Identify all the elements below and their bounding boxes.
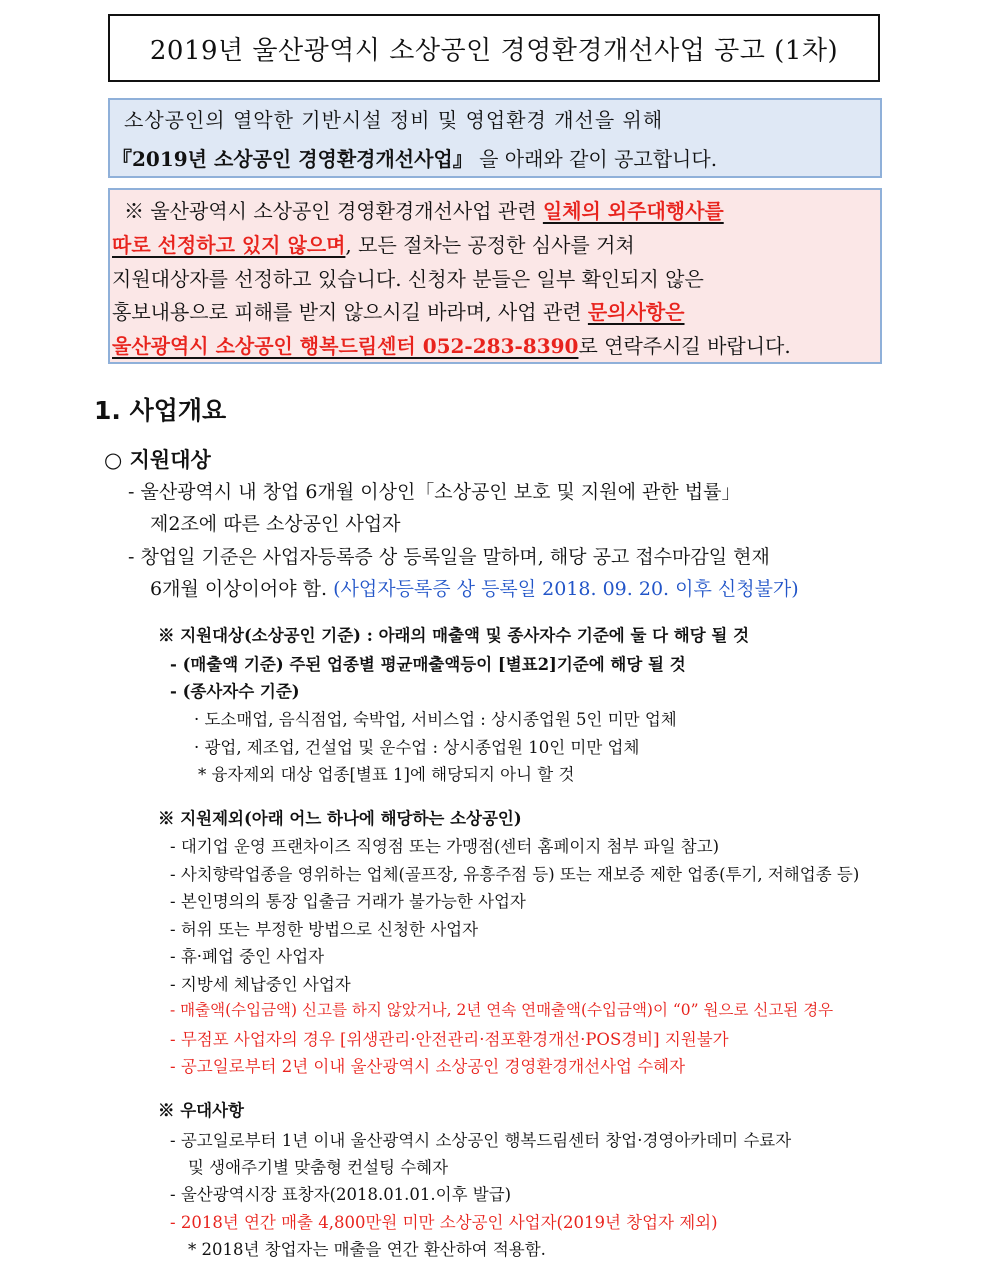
title-text: 2019년 울산광역시 소상공인 경영환경개선사업 공고 (1차): [149, 35, 839, 66]
bullet-text: 6개월 이상이어야 함.: [150, 578, 334, 600]
page-title: [108, 14, 880, 82]
exclusion-item-red: - 공고일로부터 2년 이내 울산광역시 소상공인 경영환경개선사업 수혜자: [170, 1057, 686, 1076]
criteria-sales: - (매출액 기준) 주된 업종별 평균매출액등이 [별표2]기준에 해당 될 것: [170, 655, 686, 674]
criteria-emp-2: · 광업, 제조업, 건설업 및 운수업 : 상시종업원 10인 미만 업체: [194, 738, 640, 757]
preference-item: - 울산광역시장 표창자(2018.01.01.이후 발급): [170, 1185, 512, 1204]
notice-line-1: [124, 195, 724, 224]
exclusion-item-red: - 매출액(수입금액) 신고를 하지 않았거나, 2년 연속 연매출액(수입금액)이 “0” 원으로 신고된 경우: [170, 1001, 834, 1019]
section-heading: 1. 사업개요: [94, 396, 227, 425]
intro-line-1: 소상공인의 열악한 기반시설 정비 및 영업환경 개선을 위해: [124, 108, 664, 132]
criteria-emp-1: · 도소매업, 음식점업, 숙박업, 서비스업 : 상시종업원 5인 미만 업체: [194, 710, 677, 729]
notice-line-2: [112, 229, 635, 258]
bullet-2a: - 창업일 기준은 사업자등록증 상 등록일을 말하며, 해당 공고 접수마감일 현재: [128, 546, 770, 568]
exclusions-heading: ※ 지원제외(아래 어느 하나에 해당하는 소상공인): [158, 809, 522, 828]
criteria-heading: ※ 지원대상(소상공인 기준) : 아래의 매출액 및 종사자수 기준에 둘 다 해당 될 것: [158, 626, 750, 645]
criteria-note: * 융자제외 대상 업종[별표 1]에 해당되지 아니 할 것: [198, 765, 575, 784]
notice-text: , 모든 절차는 공정한 심사를 거쳐: [345, 233, 635, 257]
exclusion-item: - 사치향락업종을 영위하는 업체(골프장, 유흥주점 등) 또는 재보증 제한 업종(투기, 저해업종 등): [170, 865, 860, 884]
exclusion-item: - 지방세 체납중인 사업자: [170, 975, 351, 994]
contact-info: 울산광역시 소상공인 행복드림센터 052-283-8390: [112, 334, 579, 358]
notice-text: ※ 울산광역시 소상공인 경영환경개선사업 관련: [124, 199, 543, 223]
criteria-employees: - (종사자수 기준): [170, 682, 300, 701]
notice-text: 홍보내용으로 피해를 받지 않으시길 바라며, 사업 관련: [112, 300, 588, 324]
notice-line-3: 지원대상자를 선정하고 있습니다. 신청자 분들은 일부 확인되지 않은: [112, 267, 704, 291]
preference-note: * 2018년 창업자는 매출을 연간 환산하여 적용함.: [188, 1240, 546, 1259]
notice-text: 로 연락주시길 바랍니다.: [578, 334, 791, 358]
intro-line-2-rest: 을 아래와 같이 공고합니다.: [472, 147, 718, 171]
bullet-2b: [150, 574, 799, 601]
preference-item-cont: 및 생애주기별 맞춤형 컨설팅 수혜자: [188, 1158, 449, 1177]
preferences-heading: ※ 우대사항: [158, 1101, 245, 1120]
bullet-1a: - 울산광역시 내 창업 6개월 이상인「소상공인 보호 및 지원에 관한 법률」: [128, 481, 741, 503]
exclusion-item: - 허위 또는 부정한 방법으로 신청한 사업자: [170, 920, 479, 939]
preference-item: - 공고일로부터 1년 이내 울산광역시 소상공인 행복드림센터 창업·경영아카데미 수료자: [170, 1131, 792, 1150]
notice-highlight: 일체의 외주대행사를: [542, 199, 724, 223]
exclusion-item: - 본인명의의 통장 입출금 거래가 불가능한 사업자: [170, 892, 526, 911]
program-name: 『2019년 소상공인 경영환경개선사업』: [112, 147, 473, 171]
preference-item-red: - 2018년 연간 매출 4,800만원 미만 소상공인 사업자(2019년 창업자 제외): [170, 1213, 718, 1232]
notice-line-4: [112, 296, 685, 325]
registration-cutoff: (사업자등록증 상 등록일 2018. 09. 20. 이후 신청불가): [333, 578, 799, 600]
exclusion-item: - 대기업 운영 프랜차이즈 직영점 또는 가맹점(센터 홈페이지 첨부 파일 참고): [170, 837, 720, 856]
exclusion-item: - 휴·폐업 중인 사업자: [170, 947, 325, 966]
notice-line-5: [112, 330, 791, 359]
subsection-heading: ○ 지원대상: [104, 448, 211, 472]
exclusion-item-red: - 무점포 사업자의 경우 [위생관리·안전관리·점포환경개선·POS경비] 지원불가: [170, 1030, 729, 1049]
notice-highlight: 따로 선정하고 있지 않으며: [112, 233, 346, 257]
bullet-1b: 제2조에 따른 소상공인 사업자: [150, 513, 401, 535]
intro-line-2: [112, 143, 717, 172]
notice-highlight: 문의사항은: [587, 300, 685, 324]
